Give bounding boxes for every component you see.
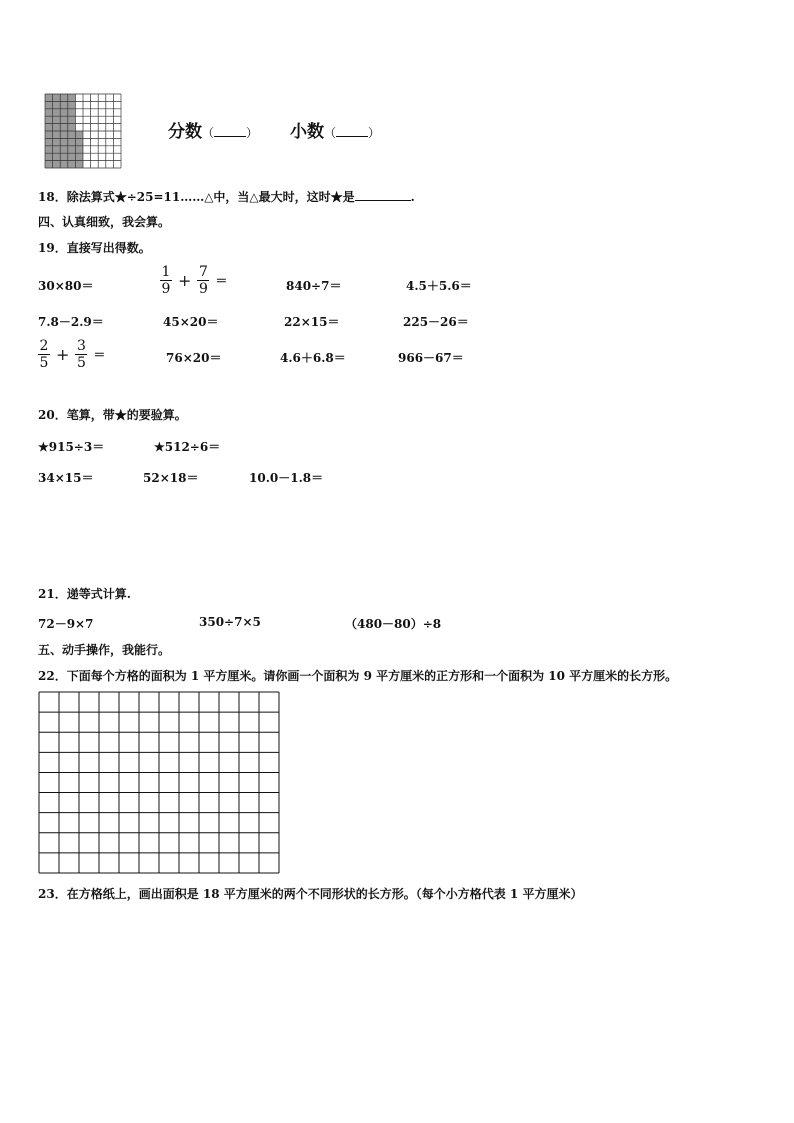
shaded-cell [53, 94, 61, 101]
shaded-cell [68, 116, 76, 123]
section-5-heading: 五、动手操作，我能行。 [38, 643, 171, 657]
question-22: 22．下面每个方格的面积为 1 平方厘米。请你画一个面积为 9 平方厘米的正方形和一个面积为 10 平方厘米的长方形。 [38, 669, 678, 683]
q18-blank[interactable] [355, 188, 411, 201]
q19-item: 45×20＝ [163, 315, 219, 329]
shaded-cell [68, 124, 76, 131]
shaded-cell [53, 138, 61, 145]
q21-item: 72－9×7 [38, 617, 94, 631]
q19-item: 76×20＝ [166, 351, 222, 365]
shaded-cell [53, 161, 61, 168]
shaded-cell [75, 138, 83, 145]
fraction-blank[interactable] [214, 124, 246, 137]
q19-fraction-expr-1: $\frac{1}{9}$ + $\frac{7}{9}$ ＝ [161, 264, 228, 297]
shaded-cell [60, 94, 68, 101]
q21-item: 350÷7×5 [199, 615, 261, 629]
shaded-cell [75, 146, 83, 153]
shaded-cell [68, 101, 76, 108]
shaded-cell [68, 153, 76, 160]
q19-item: 225－26＝ [403, 315, 469, 329]
fraction-label: 分数 [168, 122, 202, 142]
shaded-cell [45, 101, 53, 108]
decimal-blank[interactable] [336, 124, 368, 137]
shaded-cell [60, 161, 68, 168]
shaded-cell [53, 116, 61, 123]
shaded-cell [60, 124, 68, 131]
shaded-cell [68, 138, 76, 145]
q20-item: 34×15＝ [38, 471, 94, 485]
shaded-cell [45, 124, 53, 131]
shaded-cell [60, 153, 68, 160]
question-23: 23．在方格纸上，画出面积是 18 平方厘米的两个不同形状的长方形。（每个小方格代表 1 平方厘米） [38, 887, 583, 901]
shaded-cell [45, 109, 53, 116]
fraction: $\frac{7}{9}$ [198, 264, 208, 297]
shaded-cell [60, 101, 68, 108]
shaded-cell [68, 146, 76, 153]
fraction: $\frac{2}{5}$ [39, 338, 49, 371]
shaded-cell [60, 138, 68, 145]
question-21-title: 21．递等式计算. [38, 587, 131, 601]
shaded-cell [53, 124, 61, 131]
shaded-cell [60, 116, 68, 123]
shaded-cell [45, 116, 53, 123]
shaded-cell [75, 153, 83, 160]
q20-item: ★915÷3＝ [38, 440, 105, 454]
shaded-cell [45, 153, 53, 160]
shaded-cell [53, 131, 61, 138]
square-grid[interactable] [38, 691, 280, 874]
shaded-cell [53, 146, 61, 153]
section-4-heading: 四、认真细致，我会算。 [38, 215, 171, 229]
shaded-cell [68, 109, 76, 116]
shaded-cell [53, 109, 61, 116]
q19-item: 30×80＝ [38, 279, 94, 293]
shaded-cell [45, 138, 53, 145]
shaded-cell [45, 161, 53, 168]
q19-item: 966－67＝ [398, 351, 464, 365]
q19-item: 4.5＋5.6＝ [406, 279, 472, 293]
fraction: $\frac{3}{5}$ [76, 338, 86, 371]
question-19-title: 19．直接写出得数。 [38, 241, 151, 255]
shaded-cell [60, 146, 68, 153]
shaded-cell [45, 131, 53, 138]
shaded-cell [45, 94, 53, 101]
shaded-cell [53, 153, 61, 160]
q20-item: 10.0－1.8＝ [249, 471, 324, 485]
q19-fraction-expr-2: $\frac{2}{5}$ + $\frac{3}{5}$ ＝ [39, 338, 106, 371]
shaded-cell [75, 161, 83, 168]
question-18: 18．除法算式★÷25=11……△中，当△最大时，这时★是 . [38, 190, 415, 204]
shaded-cell [68, 131, 76, 138]
shaded-cell [68, 161, 76, 168]
shaded-cell [60, 109, 68, 116]
q19-item: 4.6＋6.8＝ [280, 351, 346, 365]
shaded-cell [53, 101, 61, 108]
fraction-answer: 分数（ ） [168, 122, 259, 142]
shaded-cell [68, 94, 76, 101]
hundred-square-grid [44, 93, 122, 169]
decimal-answer: 小数（ ） [290, 122, 381, 142]
shaded-cell [45, 146, 53, 153]
decimal-label: 小数 [290, 122, 324, 142]
q19-item: 22×15＝ [284, 315, 340, 329]
fraction: $\frac{1}{9}$ [161, 264, 171, 297]
q20-item: 52×18＝ [143, 471, 199, 485]
q20-item: ★512÷6＝ [154, 440, 221, 454]
shaded-cell [60, 131, 68, 138]
q19-item: 7.8－2.9＝ [38, 315, 104, 329]
q21-item: （480－80）÷8 [345, 617, 442, 631]
q19-item: 840÷7＝ [286, 279, 342, 293]
question-20-title: 20．笔算，带★的要验算。 [38, 408, 187, 422]
shaded-cell [75, 131, 83, 138]
